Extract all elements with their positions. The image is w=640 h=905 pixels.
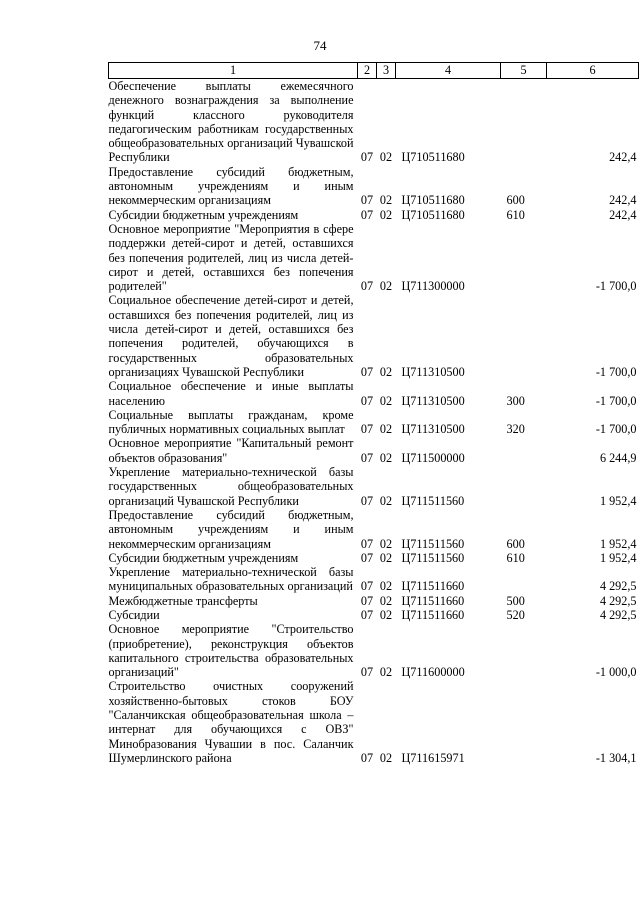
row-name: Укрепление материально-технической базы государственных общеобразовательных организаций Чувашской Республики <box>108 465 354 508</box>
row-expense-type: 320 <box>506 422 525 437</box>
row-expense-type <box>501 465 547 508</box>
row-target-article: Ц711500000 <box>401 450 465 465</box>
row-expense-type <box>501 436 547 465</box>
row-name: Межбюджетные трансферты <box>108 593 258 608</box>
row-expense-type <box>501 293 547 379</box>
row-subsection: 02 <box>379 193 393 208</box>
table-row <box>109 436 639 465</box>
row-section: 07 <box>360 593 374 608</box>
row-expense-type: 300 <box>506 393 525 408</box>
row-target-article: Ц711511660 <box>401 579 465 594</box>
row-target-article: Ц710511680 <box>401 193 465 208</box>
row-target-article: Ц711615971 <box>401 750 465 765</box>
row-subsection: 02 <box>379 593 393 608</box>
row-subsection: 02 <box>379 607 393 622</box>
row-name: Социальное обеспечение и иные выплаты населению <box>108 379 354 408</box>
row-expense-type <box>501 565 547 594</box>
table-row <box>109 165 639 208</box>
row-amount: -1 000,0 <box>595 665 637 680</box>
header-col-6: 6 <box>547 63 639 79</box>
table-row <box>109 594 639 608</box>
row-target-article: Ц711310500 <box>401 393 465 408</box>
row-amount: 242,4 <box>609 150 637 165</box>
row-section: 07 <box>360 364 374 379</box>
table-row <box>109 379 639 408</box>
row-section: 07 <box>360 193 374 208</box>
row-name: Предоставление субсидий бюджетным, автономным учреждениям и иным некоммерческим организациям <box>108 164 354 208</box>
row-subsection: 02 <box>379 450 393 465</box>
row-subsection: 02 <box>379 150 393 165</box>
header-row <box>109 63 639 79</box>
row-amount: 1 952,4 <box>599 493 637 508</box>
header-col-5: 5 <box>501 63 547 79</box>
row-expense-type <box>501 79 547 165</box>
row-section: 07 <box>360 279 374 294</box>
row-subsection: 02 <box>379 422 393 437</box>
row-section: 07 <box>360 750 374 765</box>
row-section: 07 <box>360 422 374 437</box>
row-amount: 242,4 <box>609 193 637 208</box>
table-row <box>109 565 639 594</box>
row-expense-type <box>501 222 547 293</box>
row-name: Субсидии <box>108 607 160 622</box>
row-subsection: 02 <box>379 536 393 551</box>
row-target-article: Ц711310500 <box>401 364 465 379</box>
row-section: 07 <box>360 393 374 408</box>
row-subsection: 02 <box>379 493 393 508</box>
row-name: Укрепление материально-технической базы муниципальных образовательных организаций <box>108 565 354 594</box>
row-name: Предоставление субсидий бюджетным, автономным учреждениям и иным некоммерческим организациям <box>108 507 354 551</box>
row-target-article: Ц711511660 <box>401 607 465 622</box>
row-target-article: Ц711511560 <box>401 550 465 565</box>
row-subsection: 02 <box>379 364 393 379</box>
row-amount: 1 952,4 <box>599 550 637 565</box>
row-name: Субсидии бюджетным учреждениям <box>108 207 299 222</box>
table-row <box>109 222 639 293</box>
row-section: 07 <box>360 665 374 680</box>
table-row <box>109 508 639 551</box>
row-target-article: Ц711600000 <box>401 665 465 680</box>
row-amount: 6 244,9 <box>599 450 637 465</box>
row-section: 07 <box>360 493 374 508</box>
row-expense-type <box>501 622 547 679</box>
row-subsection: 02 <box>379 750 393 765</box>
row-subsection: 02 <box>379 393 393 408</box>
row-expense-type: 600 <box>506 536 525 551</box>
row-amount: -1 700,0 <box>595 279 637 294</box>
row-expense-type: 610 <box>506 207 525 222</box>
row-expense-type <box>501 679 547 765</box>
row-name: Основное мероприятие "Строительство (приобретение), реконструкция объектов капитального строительства образовательных организаций" <box>108 622 354 680</box>
row-amount: 4 292,5 <box>599 579 637 594</box>
table-row <box>109 608 639 622</box>
row-section: 07 <box>360 207 374 222</box>
row-amount: -1 700,0 <box>595 393 637 408</box>
row-amount: 4 292,5 <box>599 607 637 622</box>
row-amount: 4 292,5 <box>599 593 637 608</box>
table-row <box>109 551 639 565</box>
row-subsection: 02 <box>379 665 393 680</box>
row-subsection: 02 <box>379 207 393 222</box>
row-section: 07 <box>360 150 374 165</box>
row-amount: -1 700,0 <box>595 422 637 437</box>
table-row <box>109 208 639 222</box>
row-name: Субсидии бюджетным учреждениям <box>108 550 299 565</box>
row-name: Основное мероприятие "Мероприятия в сфере поддержки детей-сирот и детей, оставшихся без попечения родителей, лиц из числа детей-сирот и детей, оставшихся без попечения родителей" <box>108 221 354 294</box>
row-target-article: Ц710511680 <box>401 207 465 222</box>
row-target-article: Ц711310500 <box>401 422 465 437</box>
table-row <box>109 622 639 679</box>
table-row <box>109 79 639 165</box>
row-section: 07 <box>360 450 374 465</box>
row-name: Социальные выплаты гражданам, кроме публичных нормативных социальных выплат <box>108 407 354 437</box>
header-col-3: 3 <box>377 63 396 79</box>
row-name: Обеспечение выплаты ежемесячного денежного вознаграждения за выполнение функций классного руководителя педагогическим работникам государственных общеобразовательных организаций Чувашской Республики <box>108 79 354 165</box>
row-subsection: 02 <box>379 279 393 294</box>
row-section: 07 <box>360 536 374 551</box>
row-section: 07 <box>360 579 374 594</box>
row-expense-type: 520 <box>506 607 525 622</box>
row-subsection: 02 <box>379 579 393 594</box>
table-row <box>109 465 639 508</box>
row-target-article: Ц711511660 <box>401 593 465 608</box>
row-section: 07 <box>360 550 374 565</box>
row-name: Строительство очистных сооружений хозяйственно-бытовых стоков БОУ "Саланчикская общеобразовательная школа – интернат для обучающихся с ОВЗ" Минобразования Чувашии в пос. Саланчик Шумерлинского района <box>108 679 354 765</box>
row-amount: 242,4 <box>609 207 637 222</box>
budget-table <box>108 62 639 765</box>
row-amount: -1 304,1 <box>595 750 637 765</box>
row-name: Основное мероприятие "Капитальный ремонт объектов образования" <box>108 436 354 465</box>
row-target-article: Ц711300000 <box>401 279 465 294</box>
row-subsection: 02 <box>379 550 393 565</box>
table-row <box>109 293 639 379</box>
row-amount: -1 700,0 <box>595 364 637 379</box>
header-col-1: 1 <box>109 63 358 79</box>
row-amount: 1 952,4 <box>599 536 637 551</box>
row-section: 07 <box>360 607 374 622</box>
header-col-2: 2 <box>358 63 377 79</box>
page-number: 74 <box>313 38 327 53</box>
row-target-article: Ц711511560 <box>401 536 465 551</box>
row-target-article: Ц710511680 <box>401 150 465 165</box>
row-target-article: Ц711511560 <box>401 493 465 508</box>
row-expense-type: 600 <box>506 193 525 208</box>
table-row <box>109 408 639 437</box>
row-expense-type: 610 <box>506 550 525 565</box>
header-col-4: 4 <box>396 63 501 79</box>
row-name: Социальное обеспечение детей-сирот и детей, оставшихся без попечения родителей, лиц из числа детей-сирот и детей, оставшихся без попечения родителей, обучающихся в государственных образовательных организациях Чувашской Республики <box>108 293 354 379</box>
row-expense-type: 500 <box>506 593 525 608</box>
table-row <box>109 679 639 765</box>
